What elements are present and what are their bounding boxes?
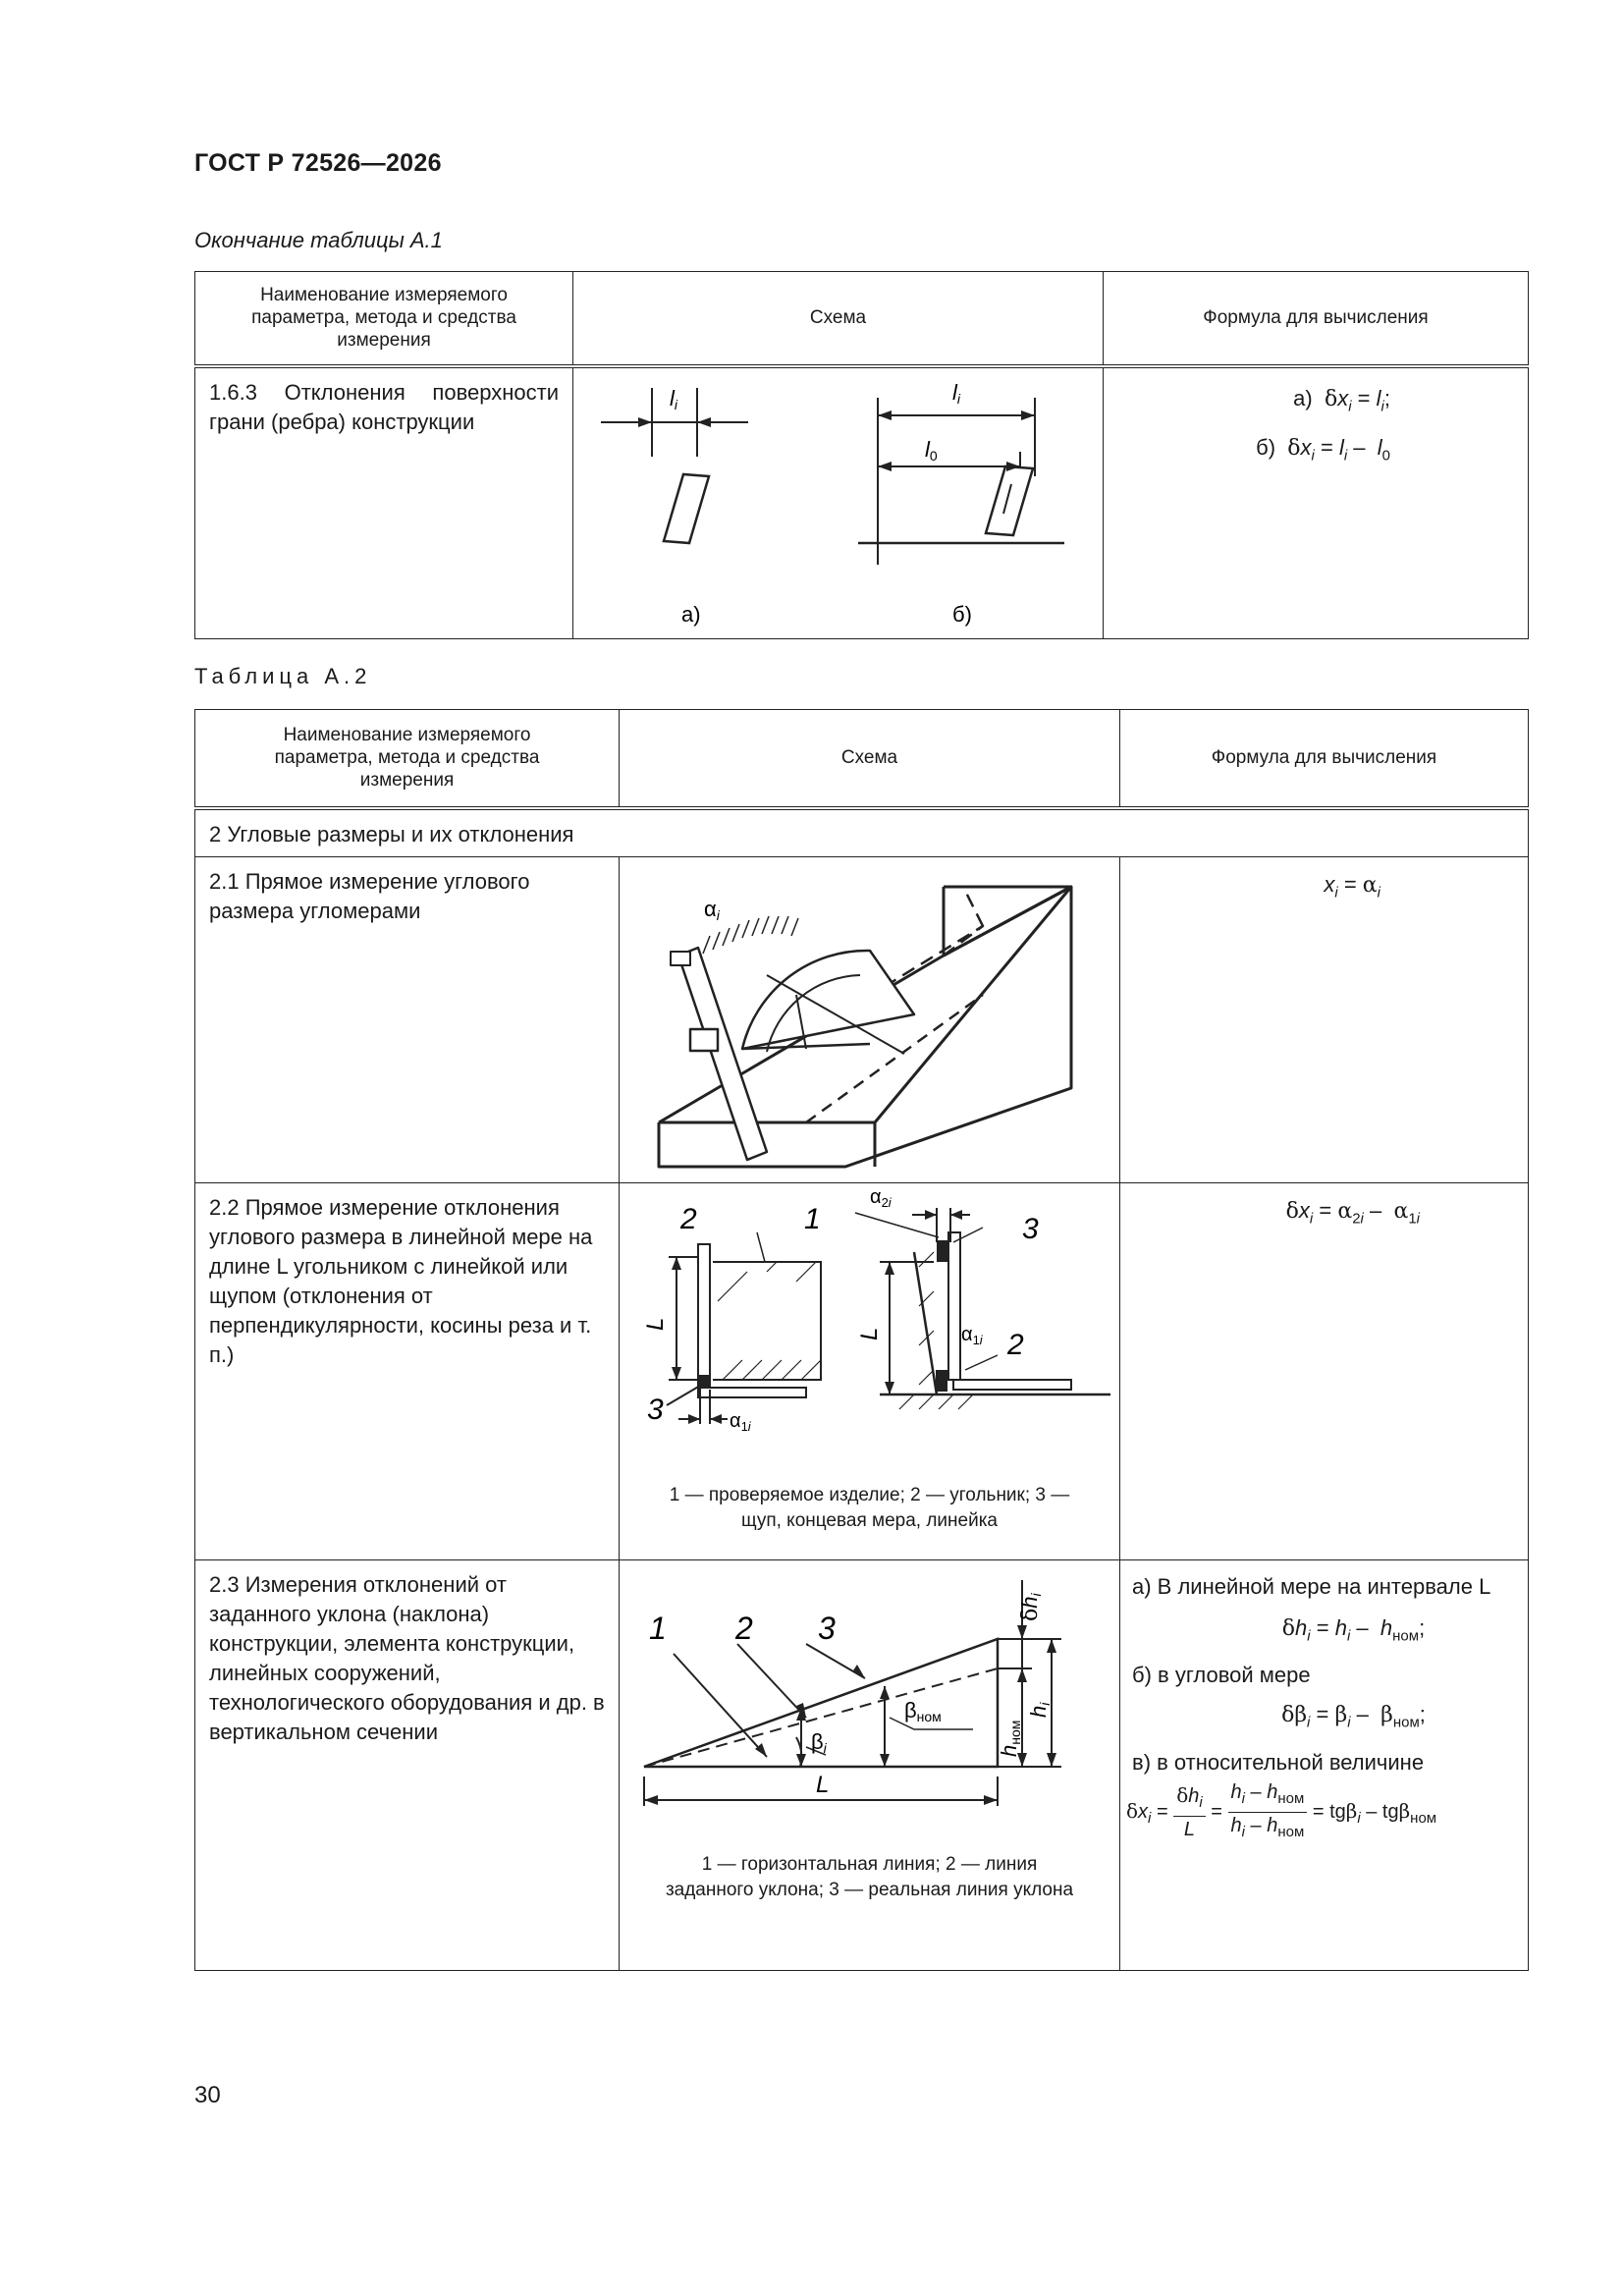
label-3-left: 3 — [647, 1394, 664, 1426]
row-2-3-formula — [1120, 1560, 1529, 1971]
column-header-scheme: Схема — [573, 272, 1104, 366]
column-header-scheme: Схема — [620, 710, 1120, 808]
slope-deviation-diagram — [620, 1560, 1120, 1847]
label-L: L — [816, 1772, 830, 1798]
label-2-right: 2 — [1007, 1329, 1024, 1361]
section-title-row: 2 Угловые размеры и их отклонения — [195, 808, 1529, 857]
row-2-3-scheme — [620, 1560, 1120, 1971]
label-b: б) — [952, 601, 972, 627]
row-2-3-parameter: 2.3 Измерения отклонений от заданного уклона (наклона) конструкции, элемента конструкции, линейных сооружений, технологического оборудования и др. в вертикальном сечении — [195, 1560, 620, 1971]
label-hi: hi — [1026, 1702, 1053, 1718]
formula-c-label: в) в относительной величине — [1132, 1749, 1425, 1775]
formula-x-alpha: $x_i = \alpha_i$ — [1324, 872, 1380, 902]
square-deviation-diagram — [620, 1183, 1120, 1478]
protractor-diagram — [620, 857, 1120, 1177]
document-header: ГОСТ Р 72526—2026 — [194, 149, 442, 177]
label-L-left: L — [642, 1317, 669, 1331]
column-header-parameter: Наименование измеряемого параметра, метода и средства измерения — [195, 710, 620, 808]
formula-relative: $\delta x_i$ = $\frac{\delta h_i}{L}$ = $\frac{h_i - h_{ном}}{h_i - h_{ном}}$ = tgβ$_i$ – tgβ$_{ном}$ — [1126, 1780, 1437, 1840]
label-li-b: li — [952, 379, 961, 407]
formula-delta-h: $\delta h_i = h_i - h_{ном}$; — [1281, 1615, 1426, 1645]
label-alpha-1i-right: $\alpha_{1i}$ — [961, 1324, 983, 1347]
row-2-1-parameter: 2.1 Прямое измерение углового размера угломерами — [195, 857, 620, 1183]
column-header-formula: Формула для вычисления — [1120, 710, 1529, 808]
label-alpha-1i-left: $\alpha_{1i}$ — [730, 1410, 751, 1434]
label-L-right: L — [856, 1327, 883, 1340]
column-header-formula: Формула для вычисления — [1104, 272, 1529, 366]
label-2: 2 — [735, 1611, 753, 1646]
row-2-1-scheme — [620, 857, 1120, 1183]
label-delta-hi: δhi — [1017, 1593, 1044, 1621]
row-2-2-legend: 1 — проверяемое изделие; 2 — угольник; 3 — щуп, концевая мера, линейка — [669, 1485, 1070, 1531]
label-h-nom: hном — [997, 1720, 1023, 1757]
label-a: а) — [681, 601, 701, 627]
column-header-parameter: Наименование измеряемого параметра, метода и средства измерения — [195, 272, 573, 366]
table-a1-continuation-caption: Окончание таблицы А.1 — [194, 228, 443, 252]
formula-delta-beta: $\delta\beta_i = \beta_i - \beta_{ном}$; — [1281, 1702, 1426, 1731]
label-1: 1 — [804, 1203, 821, 1235]
row-1-6-3-scheme — [573, 366, 1104, 639]
label-3: 3 — [818, 1611, 836, 1646]
label-beta-i: βi — [811, 1729, 827, 1756]
formula-a: а) $\delta x_i = l_i$; — [1293, 385, 1390, 414]
label-li-a: li — [670, 385, 678, 412]
label-1: 1 — [649, 1611, 667, 1646]
formula-a-label: а) В линейной мере на интервале L — [1132, 1574, 1491, 1599]
row-2-1-formula — [1120, 857, 1529, 1183]
row-2-2-parameter: 2.2 Прямое измерение отклонения углового размера в линейной мере на длине L угольником с линейкой или щупом (отклонения от перпендикулярности, косины реза и т. п.) — [195, 1183, 620, 1560]
row-1-6-3-formula — [1104, 366, 1529, 639]
label-2-left: 2 — [680, 1203, 697, 1235]
label-beta-nom: βном — [904, 1698, 942, 1724]
surface-deviation-diagram — [573, 368, 1104, 633]
row-2-3-legend: 1 — горизонтальная линия; 2 — линия заданного уклона; 3 — реальная линия уклона — [665, 1854, 1074, 1900]
page-number: 30 — [194, 2082, 221, 2108]
table-a2-caption: Таблица А.2 — [194, 664, 372, 688]
table-a2 — [194, 709, 1529, 1971]
label-alpha-i: αi — [704, 897, 720, 923]
label-alpha-2i: $\alpha_{2i}$ — [870, 1186, 892, 1210]
row-2-2-formula — [1120, 1183, 1529, 1560]
row-1-6-3-parameter: 1.6.3 Отклонения поверхности грани (ребра) конструкции — [195, 366, 573, 639]
formula-b-label: б) в угловой мере — [1132, 1663, 1311, 1688]
row-2-2-scheme — [620, 1183, 1120, 1560]
table-a1-end — [194, 271, 1529, 639]
label-3-right: 3 — [1022, 1213, 1039, 1245]
formula-b: б) $\delta x_i = l_i - l_0$ — [1256, 434, 1390, 465]
formula-delta-x-alpha: $\delta x_i = \alpha_{2i} - \alpha_{1i}$ — [1285, 1198, 1420, 1228]
label-l0: l0 — [925, 436, 938, 464]
